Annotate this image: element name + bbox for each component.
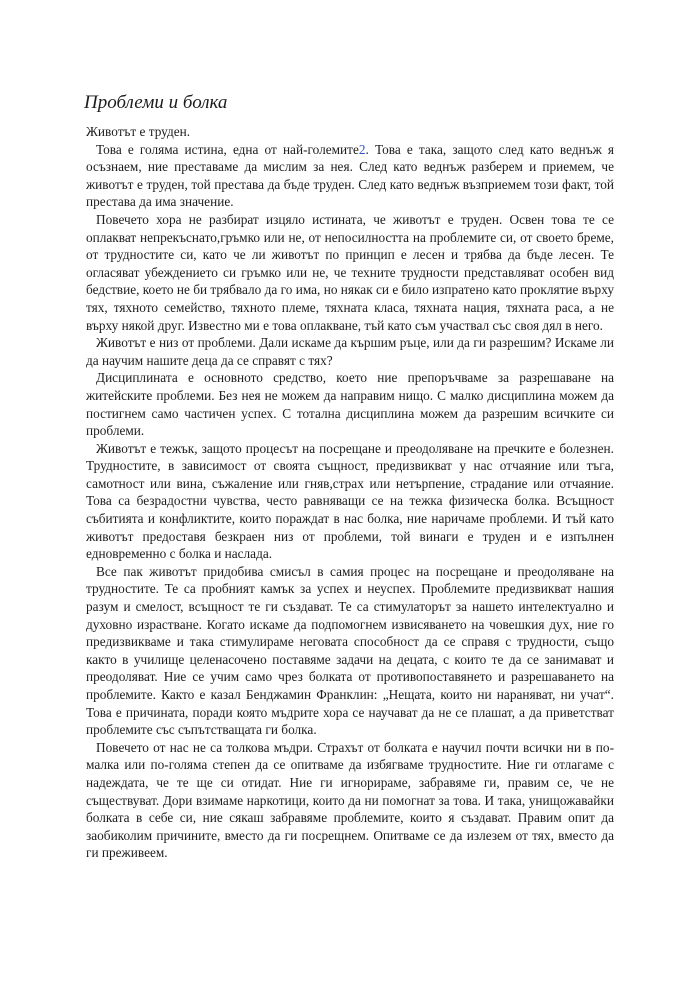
paragraph-1: Животът е труден. <box>86 124 191 139</box>
footnote-reference-link[interactable]: 2 <box>358 141 366 157</box>
paragraph-4: Животът е низ от проблеми. Дали искаме да кършим ръце, или да ги разрешим? Искаме ли да научим нашите деца да се справят с тях? <box>86 335 614 368</box>
paragraph-3: Повечето хора не разбират изцяло истината, че животът е труден. Освен това те се оплакват непрекъснато,гръмко или не, от непосилността на проблемите си, от своето бреме, от трудностите си, като че ли животът по принцип е лесен и трябва да бъде лесен. Те огласяват убеждението си гръмко или не, че техните трудности представляват особен вид бедствие, което не би трябвало да го има, но някак си е било изпратено като проклятие върху тях, тяхното семейство, тяхното племе, тяхната класа, тяхната нация, тяхната раса, а не върху някой друг. Известно ми е това оплакване, тъй като съм участвал със своя дял в него. <box>86 211 614 333</box>
paragraph-7: Все пак животът придобива смисъл в самия процес на посрещане и преодоляване на трудностите. Те са пробният камък за успех и неуспех. Проблемите предизвикват нашия разум и смелост, всъщност те ги създават. Те са стимулаторът за нашето интелектуално и духовно израстване. Когато искаме да подпомогнем извисяването на човешкия дух, ние го предизвикваме и така стимулираме неговата способност да се справя с трудности, също както в училище целенасочено поставяме задачи на децата, с които те да се занимават и преодоляват. Ние се учим само чрез болката от противопоставянето и разрешаването на проблемите. Както е казал Бенджамин Франклин: „Нещата, които ни нараняват, ни учат“. Това е причината, поради която мъдрите хора се научават да не се плашат, а да приветстват проблемите със съпътстващата ги болка. <box>86 563 614 738</box>
paragraph-6: Животът е тежък, защото процесът на посрещане и преодоляване на пречките е болезнен. Трудностите, в зависимост от своята същност, предизвикват у нас отчаяние или тъга, самотност или вина, съжаление или гняв,страх или нетърпение, страдание или отчаяние. Това са безрадостни чувства, често равняващи се на тежка физическа болка. Всъщност събитията и конфликтите, които пораждат в нас болка, ние наричаме проблеми. И тъй като животът предоставя безкраен низ от проблеми, той винаги е труден и е изпълнен едновременно с болка и наслада. <box>86 440 614 562</box>
chapter-title: Проблеми и болка <box>84 92 228 113</box>
paragraph-2-text-after: . Това е така, защото след като веднъж я осъзнаем, ние преставаме да мислим за нея. След като веднъж разберем и приемем, че животът е труден, той престава да бъде труден. След като веднъж възприемем този факт, той престава да има значение. <box>86 141 614 210</box>
paragraph-2 <box>86 141 614 211</box>
paragraph-2-text-before: Това е голяма истина, една от най-големите <box>96 141 359 157</box>
body-text <box>86 123 614 862</box>
paragraph-8: Повечето от нас не са толкова мъдри. Страхът от болката е научил почти всички ни в помалка или по-голяма степен да се опитваме да избягваме трудностите. Ние ги отлагаме с надеждата, че те ще си отидат. Ние ги игнорираме, забравяме ги, правим се, че не съществуват. Дори взимаме наркотици, които да ни помогнат за това. И така, унищожавайки болката в себе си, ние сякаш забравяме проблемите, които я създават. Правим опит да заобиколим причините, вместо да ги посрещнем. Опитваме се да излезем от тях, вместо да ги преживеем. <box>86 739 614 861</box>
paragraph-5: Дисциплината е основното средство, което ние препоръчваме за разрешаване на житейските проблеми. Без нея не можем да направим нищо. С малко дисциплина можем да постигнем само частичен успех. С тотална дисциплина можем да разрешим всичките си проблеми. <box>86 370 614 439</box>
